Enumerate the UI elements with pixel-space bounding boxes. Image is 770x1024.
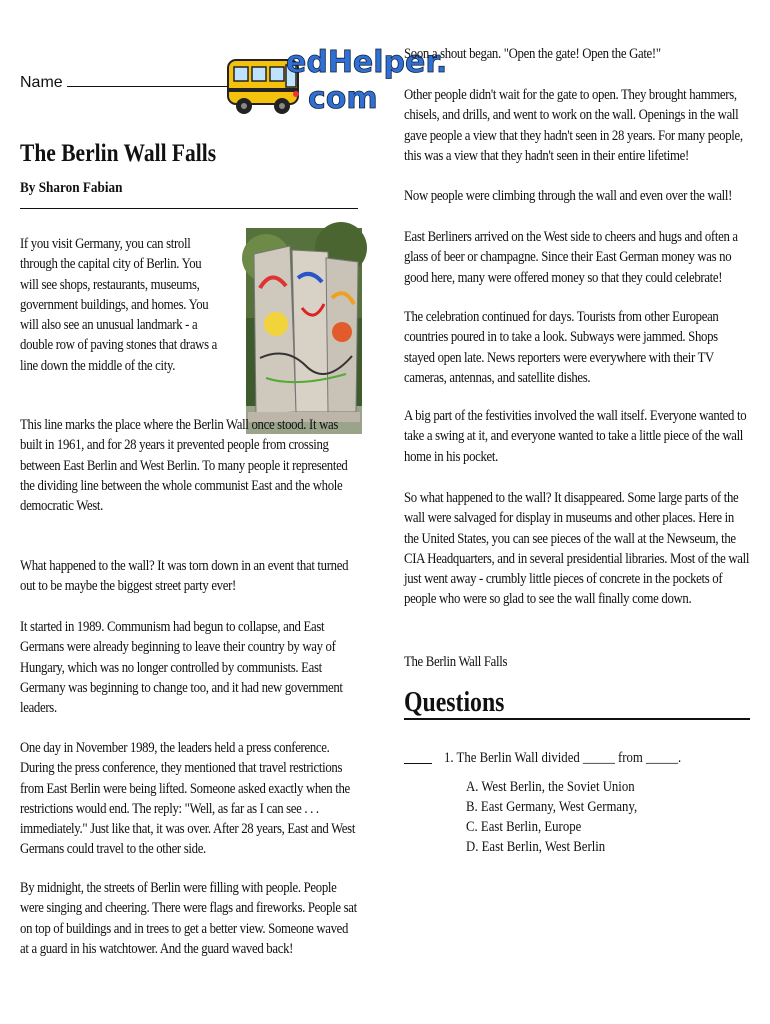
article-title: The Berlin Wall Falls	[20, 140, 217, 167]
questions-section-label: The Berlin Wall Falls	[404, 654, 508, 670]
paragraph: So what happened to the wall? It disappeared. Some large parts of the wall were salvaged for display in museums and other places. Here in the United States, you can see pieces of the wall at the Newseum, the CIA Headquarters, and in several presidential libraries. Most of the wall just went away - crumbly little pieces of concrete in the pockets of people who were so glad to see the wall finally come down.	[404, 490, 750, 608]
question-1-prompt: 1. The Berlin Wall divided _____ from _____.	[444, 750, 682, 766]
question-1-choice-c[interactable]: C. East Berlin, Europe	[466, 819, 582, 835]
name-input-line[interactable]	[67, 78, 230, 87]
berlin-wall-photo	[246, 228, 362, 434]
question-1-choice-b[interactable]: B. East Germany, West Germany,	[466, 799, 638, 815]
logo-text-bottom: com	[308, 81, 378, 116]
paragraph: A big part of the festivities involved the wall itself. Everyone wanted to take a swing at it, and everyone wanted to take a little piece of the wall home in his pocket.	[404, 408, 747, 465]
question-1-choice-d[interactable]: D. East Berlin, West Berlin	[466, 839, 606, 855]
paragraph: One day in November 1989, the leaders held a press conference. During the press conference, they mentioned that travel restrictions from East Berlin were being lifted. Someone asked exactly when the restrictions would end. The reply: "Well, as far as I can see . . . immediately." Just like that, it was over. After 28 years, East and West Germans could travel to the other side.	[20, 740, 356, 858]
paragraph: If you visit Germany, you can stroll through the capital city of Berlin. You will see shops, restaurants, museums, government buildings, and homes. You will also see an unusual landmark - a double row of paving stones that draws a line down the middle of the city.	[20, 236, 217, 374]
edhelper-logo	[224, 34, 448, 120]
questions-heading-underline	[404, 718, 750, 720]
paragraph: This line marks the place where the Berlin Wall once stood. It was built in 1961, and for 28 years it prevented people from crossing between East Berlin and West Berlin. To many people it represented the dividing line between the whole communist East and the whole democratic West.	[20, 417, 348, 515]
question-1-choice-a[interactable]: A. West Berlin, the Soviet Union	[466, 779, 635, 795]
answer-blank-1[interactable]	[404, 763, 432, 764]
paragraph: East Berliners arrived on the West side to cheers and hugs and often a glass of beer or champagne. Since their East German money was no good here, many were offered money so that they could celebrate!	[404, 229, 738, 286]
paragraph: It started in 1989. Communism had begun to collapse, and East Germans were already beginning to leave their country by way of Hungary, which was no longer controlled by communists. East Germany was beginning to change too, and it had new government leaders.	[20, 619, 343, 717]
paragraph: Now people were climbing through the wall and even over the wall!	[404, 188, 733, 204]
paragraph: Other people didn't wait for the gate to open. They brought hammers, chisels, and drills, and went to work on the wall. Openings in the wall gave people a view that they hadn't seen in 28 years. For many people, this was a view that they hadn't seen in their entire lifetime!	[404, 87, 743, 164]
name-field-label: Name	[20, 74, 230, 92]
paragraph: What happened to the wall? It was torn down in an event that turned out to be maybe the biggest street party ever!	[20, 558, 349, 595]
logo-text-top: edHelper.	[286, 45, 448, 80]
paragraph: The celebration continued for days. Tourists from other European countries poured in to take a look. Subways were jammed. Shops stayed open late. News reporters were everywhere with their TV cameras, antennas, and satellite dishes.	[404, 309, 719, 386]
paragraph: Soon a shout began. "Open the gate! Open the Gate!"	[404, 46, 661, 62]
paragraph: By midnight, the streets of Berlin were filling with people. People were singing and cheering. There were flags and fireworks. People sat on top of buildings and in trees to get a better view. Someone waved at a guard in his watchtower. And the guard waved back!	[20, 880, 357, 957]
article-author: By Sharon Fabian	[20, 180, 123, 196]
questions-heading: Questions	[404, 686, 505, 718]
divider	[20, 208, 358, 209]
